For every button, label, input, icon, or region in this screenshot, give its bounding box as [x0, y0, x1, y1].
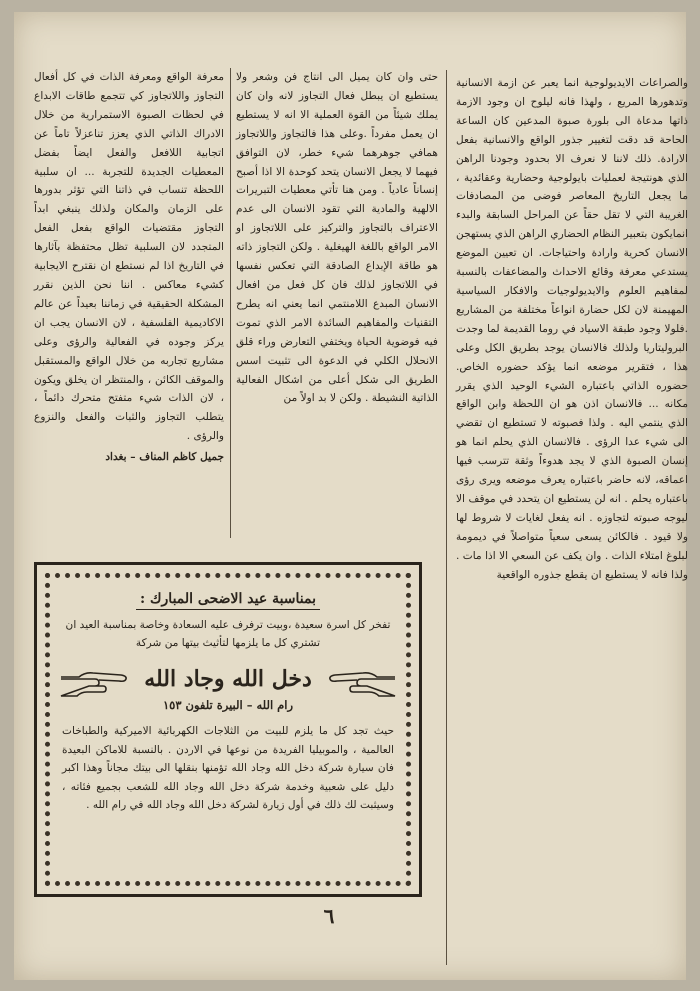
- column-divider: [446, 70, 447, 965]
- ad-intro: تفخر كل اسرة سعيدة ،وبيت ترفرف عليه السعادة وخاصة بمناسبة العيد ان تشتري كل ما يلزمها لتأثيث بيتها من شركة: [65, 619, 391, 649]
- article-column-right: [456, 74, 688, 964]
- page-number: ٦: [323, 904, 335, 928]
- column-divider: [230, 68, 231, 538]
- article-column-left: [34, 68, 224, 518]
- article-text-left: معرفة الواقع ومعرفة الذات في كل أفعال التجاوز واللاتجاوز كي تتجمع طاقات الابداع في لحظات الصبوة الاستمرارية من خلال الادراك الذاتي الذي يعزز تناعزلاً تاماً عن اتجابية اللافعل والفعل ايضاً بفضل المعطيات الجديدة للتجربة ... ان سلبية اللحظة تنساب في ذاتنا التي تؤثر بدورها على الزمان والمكان ولذلك ينبغي ابداً التجاوز مقتضيات الواقع بفعل الفعل المتجدد لان السلبية تظل محتفظة بآثارها في التاريخ اذا لم نستطع ان نقترح الايجابية كشيء معاكس . اننا نحن الذين نقرر المشكلة الحقيقية في زماننا بعيداً عن عالم الاكاديمية الفلسفية ، لان الانسان يجب ان يركز وجوده في الفعالية والرؤى وعلى مشاريع تجاربه من خلال الواقع والمستقبل والموقف الكائن ، والمنتظر ان يخلق ويكون ، لان الذات شيء متفتح متحرك دائماً ، يتطلب التجاوز والثبات والفعل والنزوع والرؤى .: [34, 71, 224, 443]
- ad-heading: بمناسبة عيد الاضحى المبارك :: [136, 591, 320, 610]
- ad-body-text: حيث تجد كل ما يلزم للبيت من الثلاجات الكهربائية الاميركية والطباخات العالمية ، والموبيليا الفريدة من نوعها في الاردن . بالنسبة للاماكن البعيدة فان سيارة شركة دخل الله وجاد الله تؤمنها بنقلها الى بيتك مجاناً وهذا اكبر دليل على شعبية وخدمة شركة دخل الله وجاد الله للشعب بجميع فئاته ، وسيثبت لك ذلك في أول زيارة لشركة دخل الله وجاد الله في رام الله .: [62, 725, 394, 811]
- advertisement-border: [45, 573, 411, 886]
- article-column-middle: [236, 68, 438, 548]
- ad-brand-name: دخل الله وجاد الله: [144, 666, 312, 692]
- pointing-hand-icon: [327, 669, 397, 699]
- magazine-page: [14, 12, 686, 980]
- ad-address: رام الله – البيرة تلفون ١٥٣: [162, 698, 294, 712]
- pointing-hand-icon: [59, 669, 129, 699]
- article-text-right: والصراعات الايديولوجية انما يعبر عن ازمة الانسانية وتدهورها المريع ، ولهذا فانه ليلوح ان وجود الازمة ذاتها مدعاة الى بلورة صبوة المدعين كان الساعة الحاحة قد دقت لتغيير جذور الواقع والانسانية بفعل الارادة. ذلك لاننا لا نعرف الا بحدود وجودنا الراهن الذي هونتيجة لعمليات بايولوجية وحضارية وعقائدية ، ما يجعل التاريخ المعاصر فوضى من المصادفات الغريبة التي لا تقل حقاً عن المراحل السابقة والبدء انمايكون بتعبير النظام الحضاري الراهن الذي يستهجن الانسان كحرية وارادة واحتياجات. ان تعيين الموضع يستدعي معرفة وقائع الاحداث والمضاعفات بالنسبة لمفاهيم العلوم والايديولوجيات والافكار السياسية المهيمنة لان لكل حضارة انواعاً مختلفة من المشاريع .فلولا وجود طبقة الاسياد في روما القديمة لما وجدت البروليتاريا ولذلك فالانسان يوجد بطريق الكل وعلى هذا ، فتقرير موضعه انما يؤكد حضوره الخاص. حضوره الذاتي باعتباره الشيء الوحيد الذي يقرر مكانه ... فالانسان اذن هو ان اللحظة وابن الواقع الذي ينتمي اليه . ولذا فصبوته لا تستطيع ان تقضي الى شيء عدا الرؤى . فالانسان الذي يحلم انما هو إنسان الصبوة الذي لا يجد هدوءاً وثقة تترسب فيها اعماقه، لانه حاضر باعتباره يعرف موضعه ويرى رؤى باعتباره يحلم . انه لن يستطيع ان يتحدد في موقف الا ليوجه صبوته لتجاوزه . انه يفعل لغايات لا شروط لها ولا قيود . فالكائن يسعى سعياً متواصلاً في ديمومة لبلوغ امتلاء الذات . وان يكف عن السعي الا اذا مات . ولذا فانه لا يستطيع ان يقطع جذوره الواقعية: [456, 77, 688, 581]
- author-signature: جميل كاظم المناف – بغداد: [105, 451, 224, 464]
- advertisement-box: [34, 562, 422, 897]
- article-text-middle: حتى وان كان يميل الى انتاج فن وشعر ولا يستطيع ان يبطل فعال التجاوز لانه وان كان يملك شيئاً من القوة العملية الا انه لا يستطيع ان يعمل مفرداً .وعلى هذا فالتجاوز واللاتجاوز همافي جوهرهما شيء خطر، لان التوافق فيهما لا يجعل الانسان يتحد كوحدة الا اذا أصبح إنساناً عادياً . ومن هنا تأتي معطيات التبريرات الالهية والمادية التي تقود الانسان الى عدم الاعتراف بالتجاوز والتركيز على اللاتجاوز او الامر الواقع باللغة الهيغلية . ولكن التجاوز ذاته هو طاقة الإبداع الصادقة التي تعكس نفسها في اللاتجاوز لذلك فان كل فعل من افعال الانسان المبدع اللامنتمي انما يعني انه يطرح التقنيات والمفاهيم السائدة الامر الذي تموت فيه فوضوية الحياة ويختفي التعارض وراء قلق الانحلال الكلي في الدعوة الى تثبيت اسس الطريق الى شكل أعلى من اشكال الفعالية الذاتية النشيطة . ولكن لا بد اولاً من: [236, 71, 438, 405]
